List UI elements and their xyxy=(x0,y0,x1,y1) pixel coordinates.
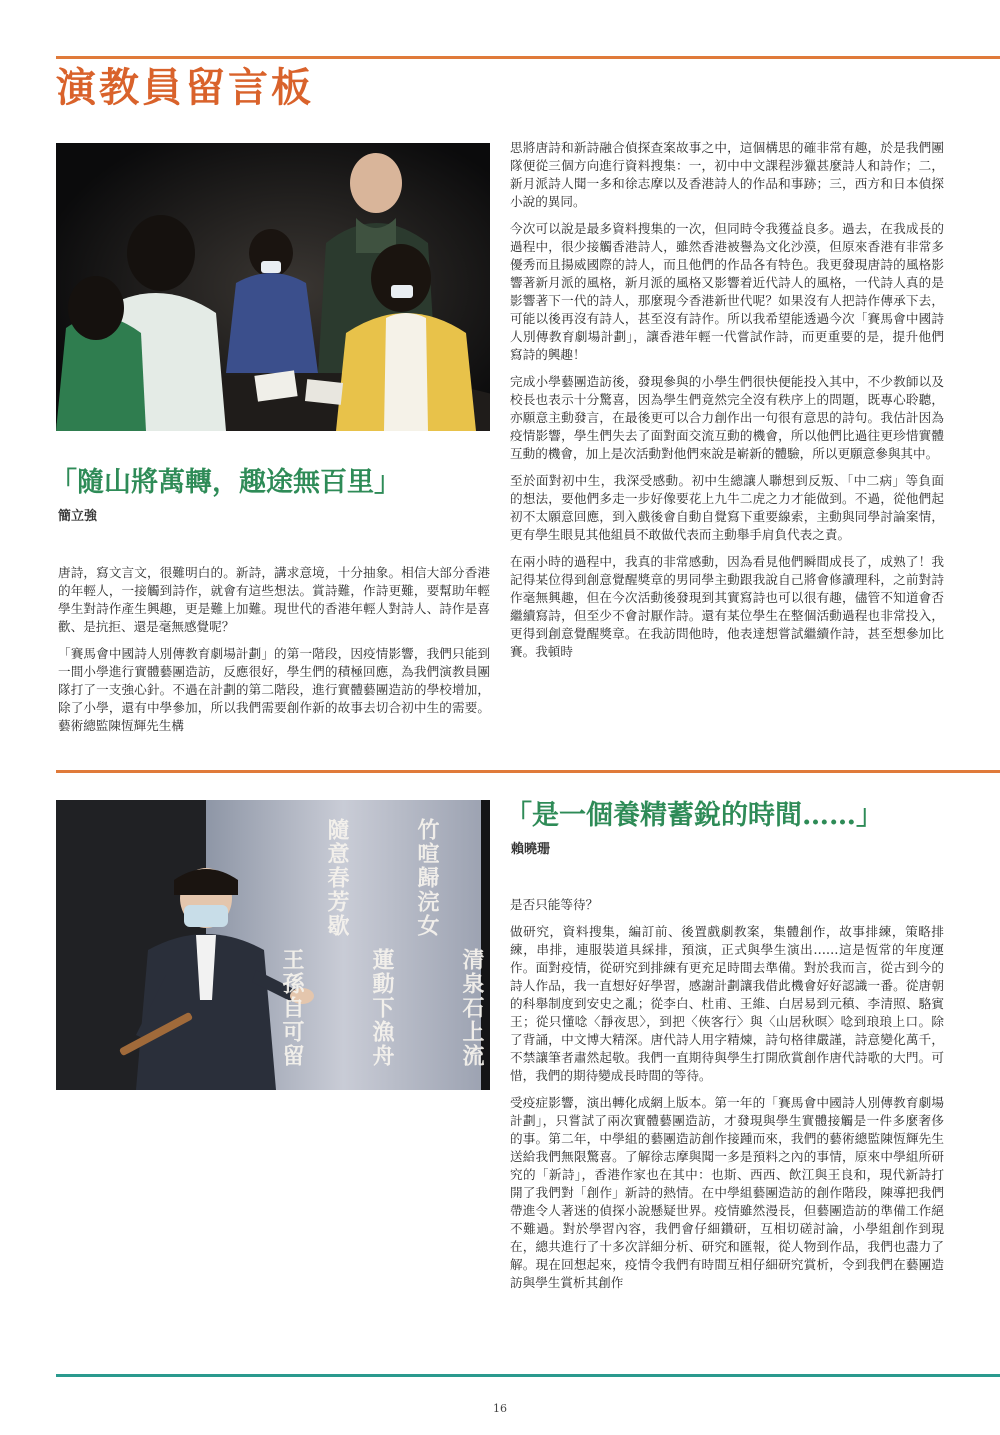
bottom-rule xyxy=(56,1374,1000,1377)
paragraph: 完成小學藝團造訪後，發現參與的小學生們很快便能投入其中，不少教師以及校長也表示十分驚喜，因為學生們竟然完全沒有秩序上的問題，既專心聆聽，亦願意主動發言，在最後更可以合力創作出一句很有意思的詩句。我估計因為疫情影響，學生們失去了面對面交流互動的機會，所以他們比過往更珍惜實體互動的機會，加上是次活動對他們來說是嶄新的體驗，所以更願意參與其中。 xyxy=(510,374,944,461)
paragraph: 至於面對初中生，我深受感動。初中生總讓人聯想到反叛、「中二病」等負面的想法，要他們多走一步好像要花上九牛二虎之力才能做到。不過，從他們起初不太願意回應，到入戲後會自動自覺寫下重要線索，主動與同學討論案情，更有學生眼見其他組員不敢做代表而主動舉手肩負代表之責。 xyxy=(510,473,944,542)
poem-line: 清泉石上流 xyxy=(459,948,484,1068)
article2-author: 賴曉珊 xyxy=(511,842,551,857)
poem-line: 竹喧歸浣女 xyxy=(414,818,439,938)
article2-column xyxy=(510,896,944,1301)
poem-line: 蓮動下漁舟 xyxy=(369,948,394,1068)
paragraph: 是否只能等待？ xyxy=(510,897,599,912)
top-rule xyxy=(56,56,1000,59)
page-number: 16 xyxy=(493,1402,507,1415)
article1-headline: 「隨山將萬轉，趣途無百里」 xyxy=(50,467,401,498)
page-title: 演教員留言板 xyxy=(56,64,314,111)
article2-headline: 「是一個養精蓄銳的時間……」 xyxy=(505,800,883,831)
paragraph: 今次可以說是最多資料搜集的一次，但同時令我獲益良多。過去，在我成長的過程中，很少接觸香港詩人，雖然香港被譽為文化沙漠，但原來香港有非常多優秀而且揚威國際的詩人，而且他們的作品各有特色。我更發現唐詩的風格影響著新月派的風格，新月派的風格又影響着近代詩人的風格，一代詩人真的是影響著下一代的詩人，那麼現今香港新世代呢？如果沒有人把詩作傳承下去，可能以後再沒有詩人，甚至沒有詩作。所以我希望能透過今次「賽馬會中國詩人別傳教育劇場計劃」，讓香港年輕一代嘗試作詩，而更重要的是，提升他們寫詩的興趣！ xyxy=(510,221,944,362)
paragraph: 受疫症影響，演出轉化成網上版本。第一年的「賽馬會中國詩人別傳教育劇場計劃」，只嘗試了兩次實體藝團造訪，才發現與學生實體接觸是一件多麼奢侈的事。第二年，中學組的藝團造訪創作接踵而來，我們的藝術總監陳恆輝先生送給我們無限驚喜。了解徐志摩與聞一多是預料之內的事情，原來中學組所研究的「新詩」，香港作家也在其中：也斯、西西、飲江與王良和，現代新詩打開了我們對「創作」新詩的熱情。在中學組藝團造訪的創作階段，陳導把我們帶進令人著迷的偵探小說懸疑世界。疫情雖然漫長，但藝團造訪的準備工作絕不難過。對於學習內容，我們會仔細鑽研，互相切磋討論，小學組創作到現在，總共進行了十多次詳細分析、研究和匯報，從人物到作品，我們也盡力了解。現在回想起來，疫情令我們有時間互相仔細研究賞析，令到我們在藝團造訪與學生賞析其創作 xyxy=(510,1095,944,1290)
poem-line: 隨意春芳歇 xyxy=(324,818,349,938)
paragraph: 在兩小時的過程中，我真的非常感動，因為看見他們瞬間成長了，成熟了！我記得某位得到創意覺醒獎章的男同學主動跟我說自己將會修讀理科，之前對詩作毫無興趣，但在今次活動後發現到其實寫詩也可以很有趣，儘管不知道會否繼續寫詩，但至少不會討厭作詩。還有某位學生在整個活動過程也非常投入，更得到創意覺醒獎章。在我訪問他時，他表達想嘗試繼續作詩，甚至想參加比賽。我頓時 xyxy=(510,554,944,659)
projected-poem xyxy=(276,818,490,1068)
article1-left-column xyxy=(58,564,490,744)
poem-line: 王孫自可留 xyxy=(279,948,304,1068)
paragraph: 「賽馬會中國詩人別傳教育劇場計劃」的第一階段，因疫情影響，我們只能到一間小學進行實體藝團造訪，反應很好，學生們的積極回應，為我們演教員團隊打了一支強心針。不過在計劃的第二階段，進行實體藝團造訪的學校增加，除了小學，還有中學參加，所以我們需要創作新的故事去切合初中生的需要。藝術總監陳恆輝先生構 xyxy=(58,646,490,733)
article1-author: 簡立強 xyxy=(58,509,98,524)
paragraph: 做研究，資料搜集，編訂前、後置戲劇教案，集體創作，故事排練，策略排練，串排，連服裝道具綵排，預演，正式與學生演出……這是恆常的年度運作。面對疫情，從研究到排練有更充足時間去準備。對於我而言，從古到今的詩人作品，我一直想好好學習，感謝計劃讓我借此機會好好認識一番。從唐朝的科舉制度到安史之亂；從李白、杜甫、王維、白居易到元稹、李清照、駱賓王；從只懂唸〈靜夜思〉，到把〈俠客行〉與〈山居秋暝〉唸到琅琅上口。除了背誦，中文博大精深。唐代詩人用字精煉，詩句格律嚴謹，詩意變化萬千，不禁讓筆者肅然起敬。我們一直期待與學生打開欣賞創作唐代詩歌的大門。可惜，我們的期待變成長時間的等待。 xyxy=(510,924,944,1083)
paragraph: 唐詩，寫文言文，很難明白的。新詩，講求意境，十分抽象。相信大部分香港的年輕人，一接觸到詩作，就會有這些想法。賞詩難，作詩更難，要幫助年輕學生對詩作產生興趣，更是難上加難。現世代的香港年輕人對詩人、詩作是喜歡、是抗拒、還是毫無感覺呢？ xyxy=(58,565,490,634)
workshop-photo xyxy=(56,143,490,431)
middle-rule xyxy=(56,770,1000,773)
performer-photo xyxy=(56,800,490,1090)
paragraph: 思將唐詩和新詩融合偵探查案故事之中，這個構思的確非常有趣，於是我們團隊便從三個方向進行資料搜集：一，初中中文課程涉獵甚麼詩人和詩作；二，新月派詩人聞一多和徐志摩以及香港詩人的作品和事跡；三，西方和日本偵探小說的異同。 xyxy=(510,140,944,209)
article1-right-column xyxy=(510,139,944,670)
workshop-illustration xyxy=(56,143,490,431)
